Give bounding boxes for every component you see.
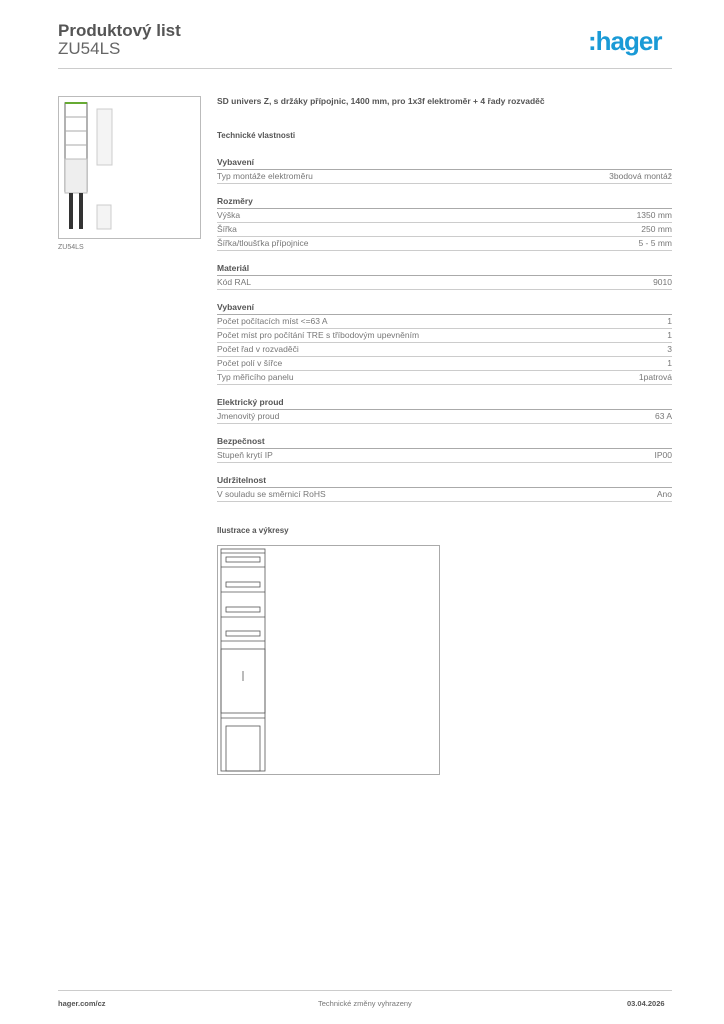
footer-divider [58, 990, 672, 991]
spec-label: Jmenovitý proud [217, 411, 280, 421]
spec-value: 3bodová montáž [609, 171, 672, 181]
spec-label: Počet řad v rozvaděči [217, 344, 299, 354]
spec-table [217, 156, 672, 513]
footer-website[interactable]: hager.com/cz [58, 999, 106, 1008]
footer-notice: Technické změny vyhrazeny [318, 999, 412, 1008]
spec-value: 1 [667, 316, 672, 326]
spec-label: Typ montáže elektroměru [217, 171, 313, 181]
spec-section [217, 195, 672, 251]
spec-section-title: Vybavení [217, 156, 672, 170]
spec-value: 3 [667, 344, 672, 354]
spec-row [217, 371, 672, 385]
spec-section [217, 156, 672, 184]
product-description: SD univers Z, s držáky přípojnic, 1400 mm, pro 1x3f elektroměr + 4 řady rozvaděč [217, 96, 545, 106]
illustrations-heading: Ilustrace a výkresy [217, 526, 289, 535]
spec-row [217, 315, 672, 329]
technical-drawing [217, 545, 440, 775]
spec-label: V souladu se směrnicí RoHS [217, 489, 326, 499]
spec-section [217, 435, 672, 463]
spec-value: 1 [667, 330, 672, 340]
spec-row [217, 329, 672, 343]
product-photo [58, 96, 201, 239]
spec-section-title: Rozměry [217, 195, 672, 209]
hager-logo: :hager [588, 26, 662, 56]
spec-value: Ano [656, 489, 672, 499]
spec-value: IP00 [654, 450, 672, 460]
spec-section [217, 262, 672, 290]
spec-row [217, 343, 672, 357]
spec-row [217, 449, 672, 463]
product-code: ZU54LS [58, 39, 121, 58]
spec-row [217, 237, 672, 251]
spec-row [217, 223, 672, 237]
spec-label: Kód RAL [217, 277, 252, 287]
spec-row [217, 209, 672, 223]
spec-section [217, 474, 672, 502]
spec-value: 1350 mm [636, 210, 672, 220]
spec-section-title: Udržitelnost [217, 474, 672, 488]
spec-label: Šířka/tloušťka přípojnice [217, 238, 309, 248]
spec-row [217, 170, 672, 184]
spec-value: 5 - 5 mm [638, 238, 672, 248]
spec-label: Počet počítacích míst <=63 A [217, 316, 328, 326]
spec-value: 250 mm [641, 224, 672, 234]
spec-row [217, 488, 672, 502]
page-title: Produktový list [58, 21, 181, 40]
photo-caption: ZU54LS [58, 244, 84, 251]
spec-section [217, 301, 672, 385]
spec-label: Stupeň krytí IP [217, 450, 273, 460]
spec-section-title: Bezpečnost [217, 435, 672, 449]
spec-section-title: Materiál [217, 262, 672, 276]
spec-label: Typ měřicího panelu [217, 372, 294, 382]
header-divider [58, 68, 672, 69]
spec-label: Počet polí v šířce [217, 358, 283, 368]
spec-section-title: Elektrický proud [217, 396, 672, 410]
spec-label: Výška [217, 210, 241, 220]
spec-value: 9010 [653, 277, 672, 287]
spec-section-title: Vybavení [217, 301, 672, 315]
technical-heading: Technické vlastnosti [217, 131, 296, 140]
spec-label: Počet míst pro počítání TRE s tříbodovým upevněním [217, 330, 420, 340]
spec-row [217, 357, 672, 371]
spec-value: 63 A [654, 411, 672, 421]
spec-label: Šířka [217, 224, 237, 234]
spec-row [217, 276, 672, 290]
footer-date: 03.04.2026 [627, 999, 665, 1008]
spec-value: 1patrová [638, 372, 672, 382]
spec-section [217, 396, 672, 424]
spec-value: 1 [667, 358, 672, 368]
spec-row [217, 410, 672, 424]
